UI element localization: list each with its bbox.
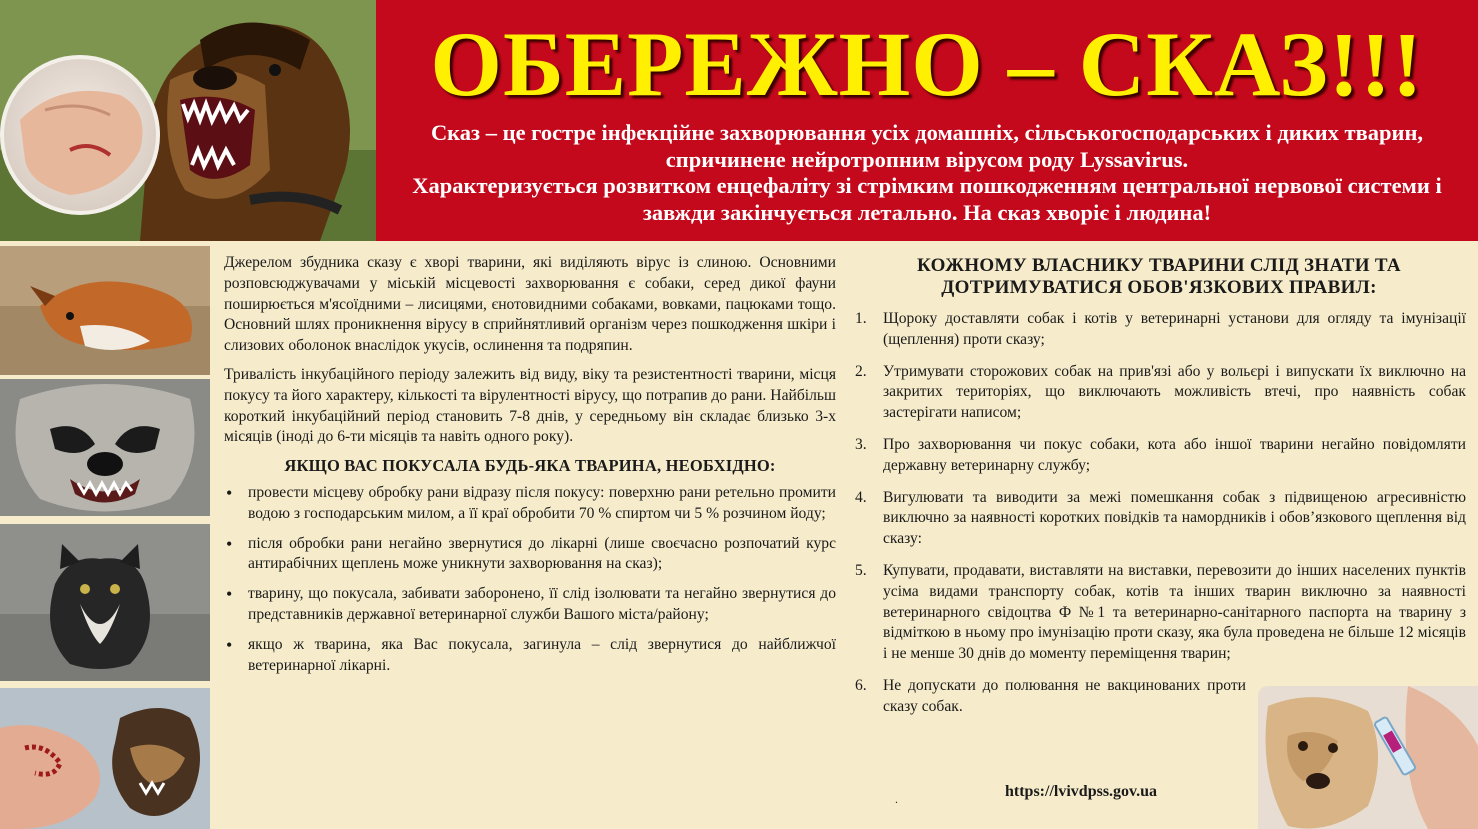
list-item bbox=[852, 435, 1466, 477]
rule-number: 4. bbox=[855, 488, 867, 506]
rule-text: Про захворювання чи покус собаки, кота або іншої тварини негайно повідомляти державну ветеринарну службу; bbox=[883, 435, 1466, 474]
owner-rules-list bbox=[852, 309, 1466, 718]
owner-rules-heading bbox=[852, 255, 1466, 299]
list-item: • після обробки рани негайно звернутися до лікарні (лише своєчасно розпочатий курс антирабічних щеплень може уникнути захворювання на сказ); bbox=[224, 534, 836, 576]
list-item bbox=[852, 488, 1466, 550]
list-item bbox=[852, 362, 1466, 424]
list-item bbox=[852, 561, 1466, 665]
banner-line-1: Сказ – це гостре інфекційне захворювання усіх домашніх, сільськогосподарських і диких тварин, спричинене нейротропним вірусом роду Lyssavirus. bbox=[430, 120, 1424, 172]
rule-text: Купувати, продавати, виставляти на виставки, перевозити до інших населених пунктів усіма видами транспорту собак, котів та інших тварин виключно за наявності ветеринарного свідоцтва Ф №1 та ветеринарно-санітарного паспорта на тварину з відміткою в ньому про імунізацію проти сказу, яка була проведена не більше 12 місяців і не менше 30 днів до моменту переміщення тварин; bbox=[883, 561, 1466, 663]
banner-line-2: Характеризується розвитком енцефаліту зі стрімким пошкодженням центральної нервової системи і завжди закінчується летально. На сказ хворіє і людина! bbox=[412, 173, 1442, 225]
rule-number: 1. bbox=[855, 310, 867, 327]
info-paragraph-1: Джерелом збудника сказу є хворі тварини, які виділяють вірус із слиною. Основними розповсюджувачами у міській місцевості захворювання є собаки, серед дикої фауни поширюється м'ясоїдними – лисицями, єнотовидними собаками, вовками, пацюками тощо. Основний шлях проникнення вірусу в сприйнятливий організм через пошкодження шкіри і слизових оболонок внаслідок укусів, ослинення та подряпин. bbox=[224, 254, 836, 355]
rule-text: Утримувати сторожових собак на прив'язі або у вольєрі і випускати їх виключно на закритих територіях, що виключають можливість втечі, про наявність собак застерігати написом; bbox=[883, 362, 1466, 422]
rabid-fox-photo bbox=[0, 246, 210, 375]
list-item: • провести місцеву обробку рани відразу після покусу: поверхню рани ретельно промити водою з господарським милом, а її краї обробити 70 % спиртом чи 5 % розчином йоду; bbox=[224, 483, 836, 525]
owner-rules-column bbox=[852, 255, 1466, 729]
dog-vaccination-photo bbox=[1258, 686, 1478, 829]
page-title: ОБЕРЕЖНО – СКАЗ!!! bbox=[430, 13, 1424, 115]
sick-cat-photo bbox=[0, 524, 210, 681]
list-item: • тварину, що покусала, забивати заборонено, її слід ізолювати та негайно звернутися до представників державної ветеринарної служби Вашого міста/району; bbox=[224, 584, 836, 626]
rule-text: Щороку доставляти собак і котів у ветеринарні установи для огляду та імунізації (щеплення) проти сказу; bbox=[883, 310, 1466, 348]
website-link[interactable]: https://lvivdpss.gov.ua bbox=[1005, 783, 1158, 800]
bite-instructions-heading: ЯКЩО ВАС ПОКУСАЛА БУДЬ-ЯКА ТВАРИНА, НЕОБХІДНО: bbox=[284, 456, 776, 476]
list-item: • якщо ж тварина, яка Вас покусала, загинула – слід звернутися до найближчої ветеринарної лікарні. bbox=[224, 635, 836, 677]
list-item bbox=[852, 676, 1246, 718]
bite-instructions-list bbox=[224, 483, 836, 676]
info-paragraph-2: Тривалість інкубаційного періоду залежить від виду, віку та резистентності тварини, місця покусу та його характеру, кількості та вірулентності вірусу, що потрапив до рани. Найбільш короткий інкубаційний період становить 7-8 днів, у середньому він складає близько 3-х місяців (іноді до 6-ти місяців та навіть одного року). bbox=[224, 365, 836, 446]
rule-number: 3. bbox=[855, 435, 867, 453]
rule-text: Вигулювати та виводити за межі помешкання собак з підвищеною агресивністю виключно за наявності коротких повідків та намордників і обов’язкового щеплення від сказу: bbox=[883, 488, 1466, 548]
banner-description bbox=[396, 120, 1458, 226]
title-banner bbox=[376, 0, 1478, 241]
rule-text: Не допускати до полювання не вакцинованих проти сказу собак. bbox=[883, 676, 1246, 715]
rabies-info-column bbox=[224, 253, 836, 685]
dog-bite-wound-photo bbox=[0, 688, 210, 829]
rule-number: 5. bbox=[855, 561, 867, 579]
owner-rules-heading-line-2: ДОТРИМУВАТИСЯ ОБОВ'ЯЗКОВИХ ПРАВИЛ: bbox=[941, 277, 1377, 298]
list-item bbox=[852, 309, 1466, 351]
rule-number: 2. bbox=[855, 362, 867, 380]
aggressive-dog-photo bbox=[0, 0, 376, 241]
dot-mark: . bbox=[895, 792, 898, 806]
owner-rules-heading-line-1: КОЖНОМУ ВЛАСНИКУ ТВАРИНИ СЛІД ЗНАТИ ТА bbox=[917, 255, 1401, 276]
rule-number: 6. bbox=[855, 676, 867, 694]
raccoon-dog-photo bbox=[0, 379, 210, 516]
